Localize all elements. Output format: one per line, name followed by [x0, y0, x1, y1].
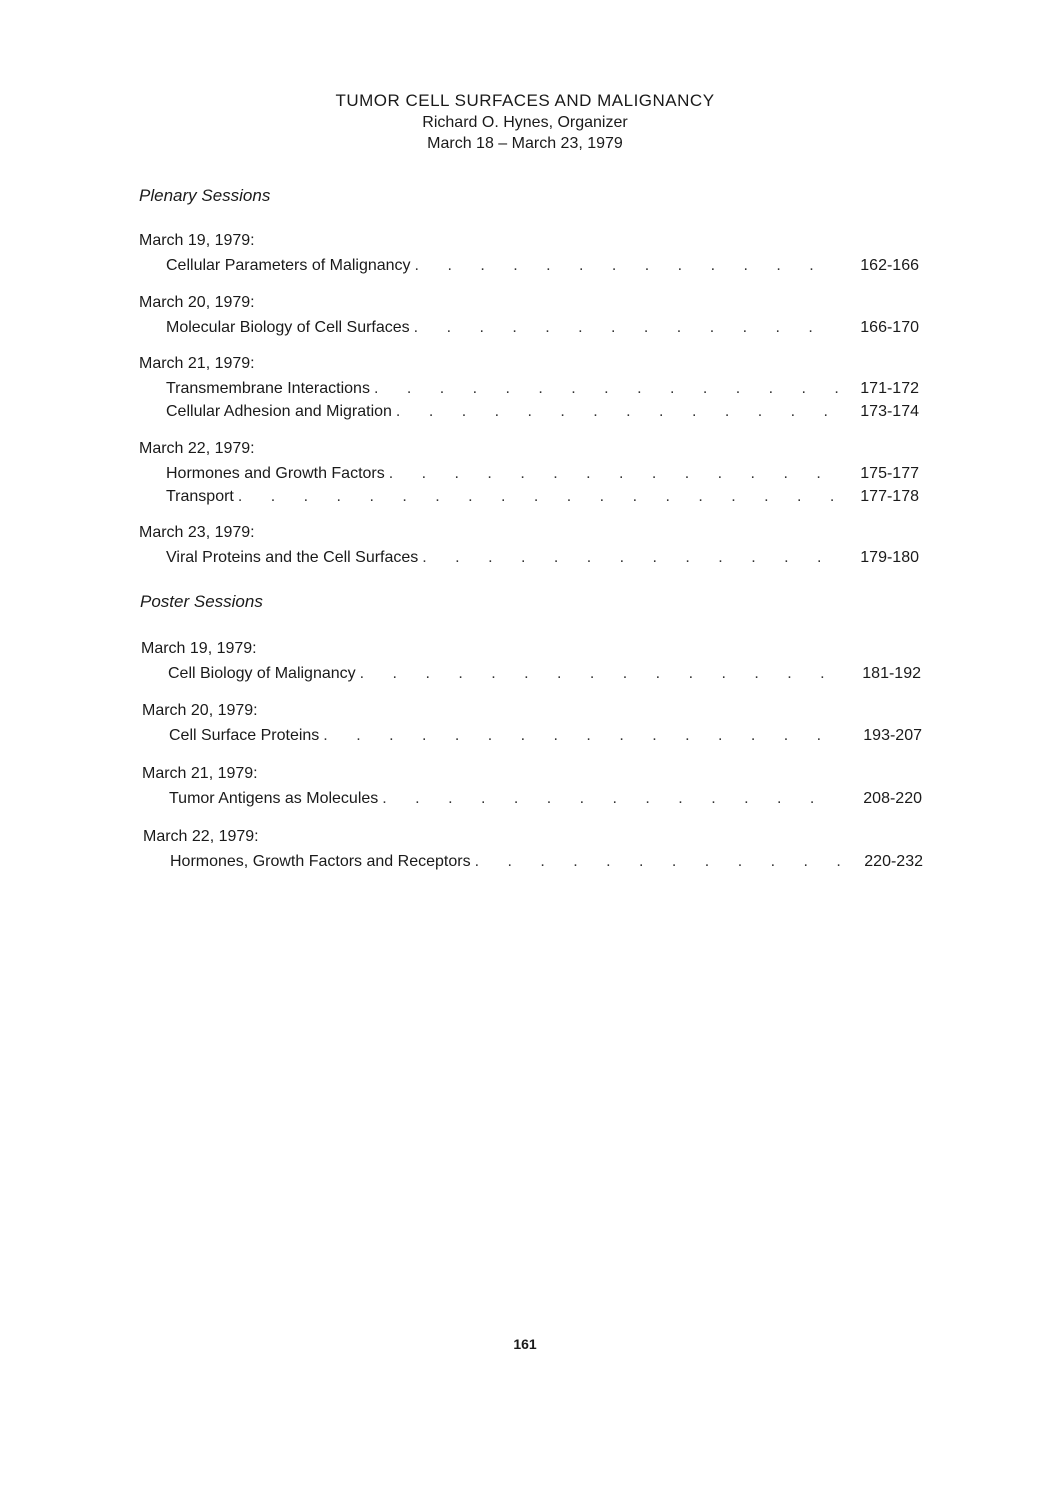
- poster-group: [142, 700, 922, 747]
- entry-pages: 193-207: [863, 727, 922, 744]
- plenary-group: [139, 438, 919, 508]
- toc-entry: [139, 546, 919, 569]
- poster-group: [143, 826, 923, 873]
- session-date: March 20, 1979:: [142, 702, 258, 719]
- dot-leader: [356, 662, 841, 685]
- entry-title: Cellular Adhesion and Migration: [166, 403, 392, 420]
- session-date: March 21, 1979:: [142, 765, 258, 782]
- dot-leader: [392, 400, 839, 423]
- plenary-group: [139, 292, 919, 339]
- plenary-sessions-heading: Plenary Sessions: [139, 186, 271, 205]
- document-header: [0, 90, 1050, 154]
- poster-group: [142, 763, 922, 810]
- toc-entry: [139, 462, 919, 485]
- poster-group: [141, 638, 921, 685]
- entry-title: Cellular Parameters of Malignancy: [166, 257, 411, 274]
- session-date: March 23, 1979:: [139, 524, 255, 541]
- toc-entry: [142, 787, 922, 810]
- session-date: March 20, 1979:: [139, 294, 255, 311]
- toc-entry: [139, 377, 919, 400]
- dot-leader: [319, 724, 842, 747]
- toc-entry: [143, 850, 923, 873]
- dot-leader: [411, 254, 839, 277]
- dot-leader: [410, 316, 839, 339]
- plenary-group: [139, 353, 919, 423]
- entry-pages: 173-174: [860, 403, 919, 420]
- entry-title: Transmembrane Interactions: [166, 380, 370, 397]
- plenary-group: [139, 522, 919, 569]
- toc-entry: [139, 400, 919, 423]
- entry-title: Cell Biology of Malignancy: [168, 665, 356, 682]
- plenary-group: [139, 230, 919, 277]
- dot-leader: [418, 546, 839, 569]
- entry-pages: 171-172: [860, 380, 919, 397]
- entry-pages: 166-170: [860, 319, 919, 336]
- dot-leader: [378, 787, 842, 810]
- poster-sessions-heading: Poster Sessions: [140, 592, 263, 611]
- entry-title: Hormones, Growth Factors and Receptors: [170, 853, 471, 870]
- toc-entry: [139, 254, 919, 277]
- entry-pages: 177-178: [860, 488, 919, 505]
- entry-pages: 162-166: [860, 257, 919, 274]
- dot-leader: [471, 850, 843, 873]
- entry-title: Transport: [166, 488, 234, 505]
- toc-entry: [139, 485, 919, 508]
- toc-entry: [139, 316, 919, 339]
- entry-pages: 220-232: [864, 853, 923, 870]
- entry-pages: 181-192: [862, 665, 921, 682]
- session-date: March 22, 1979:: [143, 828, 259, 845]
- entry-title: Cell Surface Proteins: [169, 727, 320, 744]
- entry-pages: 208-220: [863, 790, 922, 807]
- organizer-line: Richard O. Hynes, Organizer: [422, 114, 628, 131]
- entry-pages: 175-177: [860, 465, 919, 482]
- dot-leader: [370, 377, 839, 400]
- dot-leader: [234, 485, 839, 508]
- entry-pages: 179-180: [860, 549, 919, 566]
- entry-title: Tumor Antigens as Molecules: [169, 790, 379, 807]
- entry-title: Viral Proteins and the Cell Surfaces: [166, 549, 419, 566]
- entry-title: Hormones and Growth Factors: [166, 465, 385, 482]
- toc-entry: [141, 662, 921, 685]
- session-date: March 19, 1979:: [139, 232, 255, 249]
- session-date: March 22, 1979:: [139, 440, 255, 457]
- toc-entry: [142, 724, 922, 747]
- entry-title: Molecular Biology of Cell Surfaces: [166, 319, 410, 336]
- symposium-dates: March 18 – March 23, 1979: [427, 135, 623, 152]
- session-date: March 19, 1979:: [141, 640, 257, 657]
- dot-leader: [385, 462, 839, 485]
- page-number: 161: [513, 1336, 537, 1352]
- symposium-title: TUMOR CELL SURFACES AND MALIGNANCY: [335, 91, 715, 110]
- session-date: March 21, 1979:: [139, 355, 255, 372]
